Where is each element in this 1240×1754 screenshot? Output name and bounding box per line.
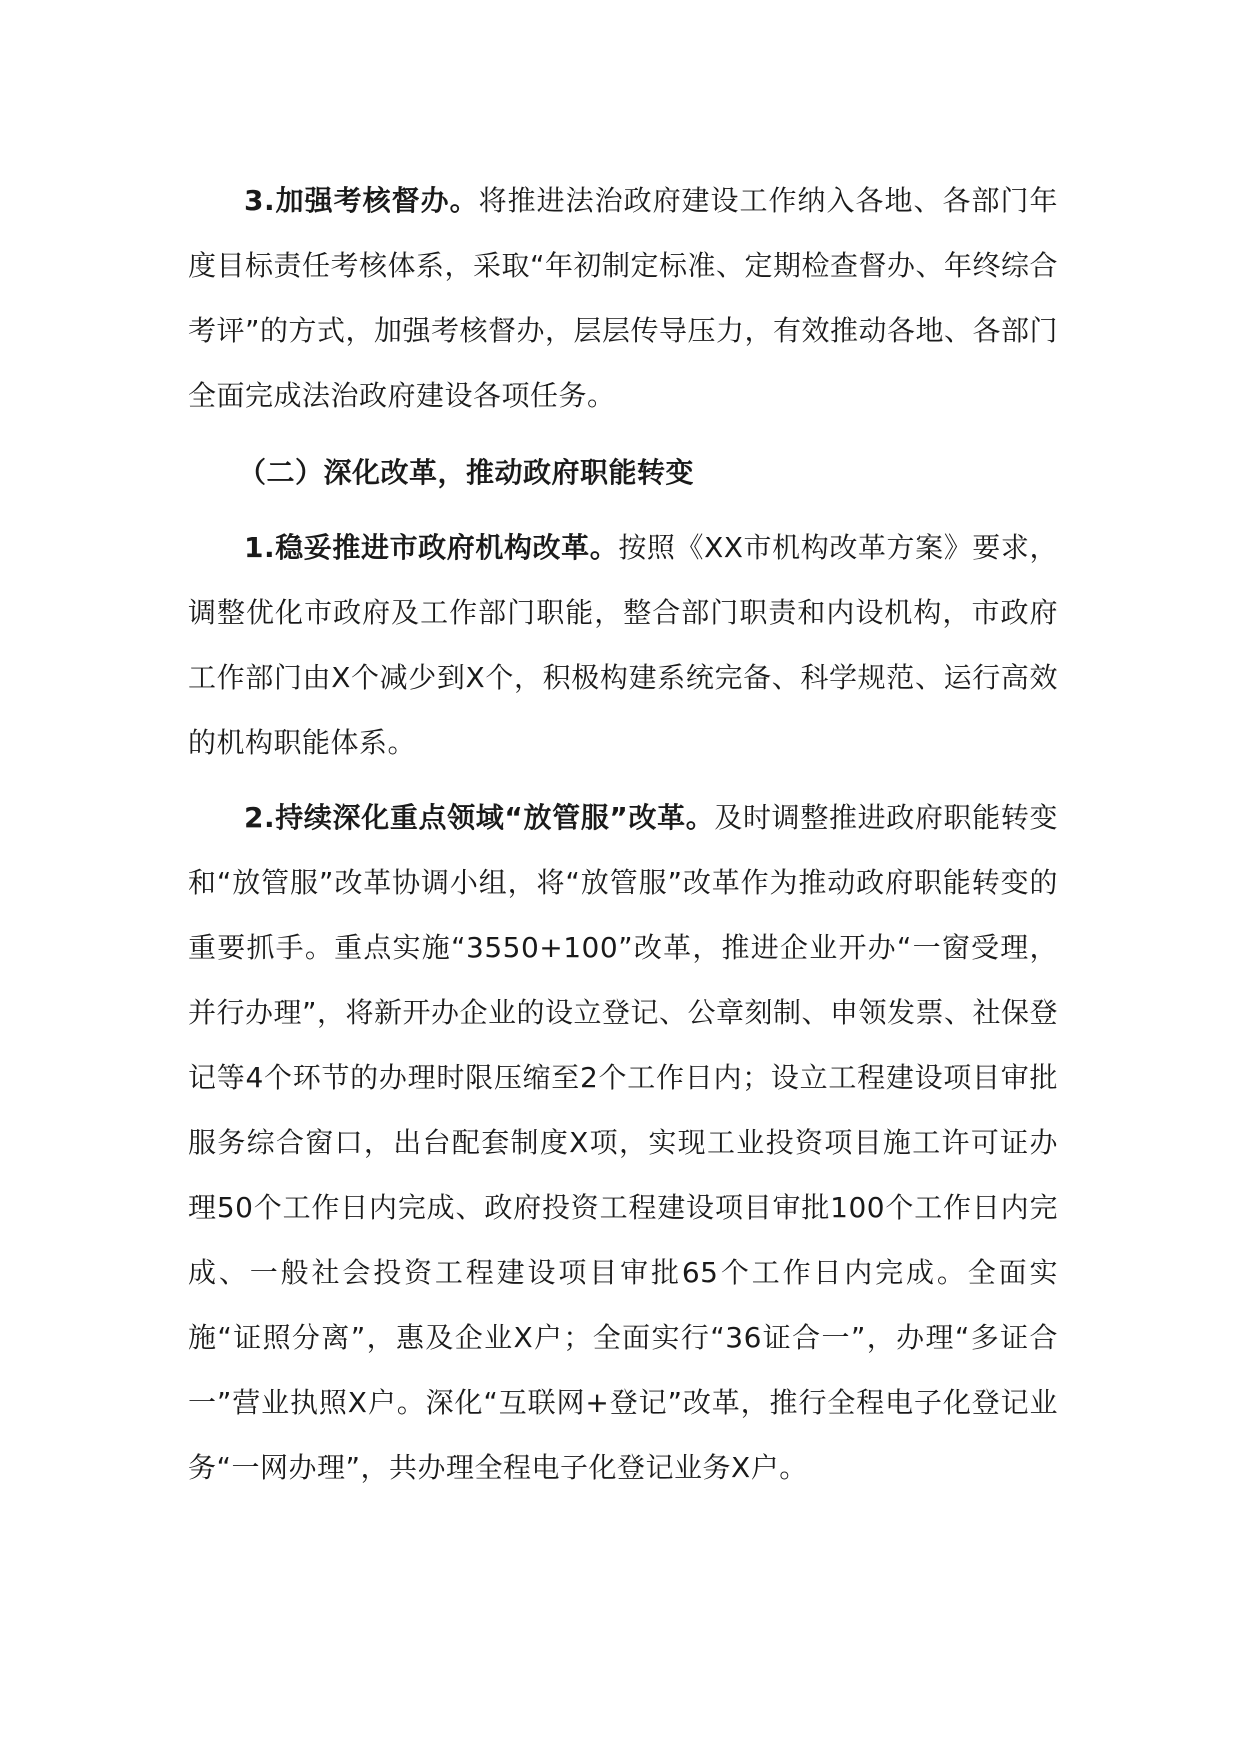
paragraph-body: 及时调整推进政府职能转变和“放管服”改革协调小组，将“放管服”改革作为推动政府职能转变的重要抓手。重点实施“3550+100”改革，推进企业开办“一窗受理，并行办理”，将新开办企业的设立登记、公章刻制、申领发票、社保登记等4个环节的办理时限压缩至2个工作日内；设立工程建设项目审批服务综合窗口，出台配套制度X项，实现工业投资项目施工许可证办理50个工作日内完成、政府投资工程建设项目审批100个工作日内完成、一般社会投资工程建设项目审批65个工作日内完成。全面实施“证照分离”，惠及企业X户；全面实行“36证合一”，办理“多证合一”营业执照X户。深化“互联网+登记”改革，推行全程电子化登记业务“一网办理”，共办理全程电子化登记业务X户。 — [188, 801, 1059, 1484]
section-heading: （二）深化改革，推动政府职能转变 — [238, 456, 695, 489]
paragraph-strengthen-assessment — [188, 168, 1058, 428]
paragraph-lead: 1.稳妥推进市政府机构改革。 — [244, 531, 619, 564]
paragraph-lead: 3.加强考核督办。 — [244, 184, 479, 217]
paragraph-lead: 2.持续深化重点领域“放管服”改革。 — [244, 801, 715, 834]
paragraph-fangguanfu-reform — [188, 785, 1058, 1500]
paragraph-body: 按照《XX市机构改革方案》要求，调整优化市政府及工作部门职能，整合部门职责和内设机构，市政府工作部门由X个减少到X个，积极构建系统完备、科学规范、运行高效的机构职能体系。 — [188, 531, 1058, 759]
document-page — [188, 168, 1058, 1500]
paragraph-institutional-reform — [188, 515, 1058, 775]
paragraph-body: 将推进法治政府建设工作纳入各地、各部门年度目标责任考核体系，采取“年初制定标准、定期检查督办、年终综合考评”的方式，加强考核督办，层层传导压力，有效推动各地、各部门全面完成法治政府建设各项任务。 — [188, 184, 1059, 412]
